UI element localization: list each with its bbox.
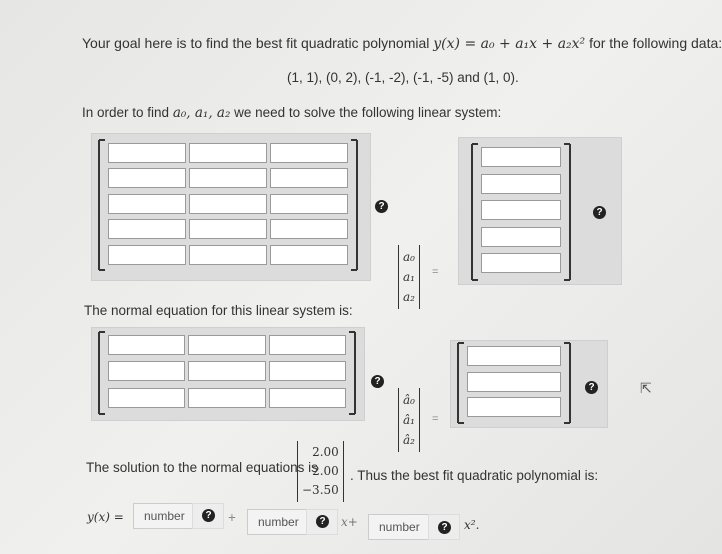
matrix-cell[interactable] (108, 335, 185, 355)
matrix-cell[interactable] (270, 245, 348, 265)
matrix-cell[interactable] (189, 168, 267, 188)
matrix-cell[interactable] (467, 346, 561, 366)
matrix-ata-panel (91, 327, 365, 421)
intro-text: Your goal here is to find the best fit quadratic polynomial y(x) = a₀ + a₁x + a₂x² for the following data: (82, 35, 722, 52)
matrix-cell[interactable] (481, 174, 561, 194)
vector-b (471, 144, 571, 280)
matrix-cell[interactable] (269, 335, 346, 355)
matrix-a-panel (91, 133, 371, 281)
coef-vector: a₀ a₁ a₂ (398, 245, 420, 309)
matrix-cell[interactable] (188, 388, 265, 408)
vector-atb (457, 343, 571, 423)
matrix-cell[interactable] (481, 200, 561, 220)
help-icon[interactable]: ? (316, 515, 329, 528)
a0-input[interactable]: number (133, 503, 213, 529)
matrix-cell[interactable] (188, 335, 265, 355)
matrix-cell[interactable] (189, 194, 267, 214)
a2-input[interactable]: number (368, 514, 448, 540)
poly-lhs: y(x) = (87, 510, 124, 524)
matrix-cell[interactable] (269, 388, 346, 408)
matrix-a (98, 140, 358, 270)
equals-sign: = (432, 266, 439, 278)
matrix-cell[interactable] (467, 397, 561, 417)
equals-sign: = (432, 413, 439, 425)
help-icon[interactable]: ? (202, 509, 215, 522)
hat-vector: â₀ â₁ â₂ (398, 388, 420, 452)
x-squared-label: x². (464, 518, 480, 532)
matrix-cell[interactable] (108, 219, 186, 239)
matrix-cell[interactable] (189, 143, 267, 163)
matrix-cell[interactable] (108, 194, 186, 214)
solution-vector: 2.00 2.00 −3.50 (297, 441, 344, 502)
vector-atb-panel (450, 340, 608, 428)
matrix-cell[interactable] (189, 219, 267, 239)
data-points: (1, 1), (0, 2), (-1, -2), (-1, -5) and (1, 0). (287, 70, 519, 85)
matrix-cell[interactable] (108, 361, 185, 381)
matrix-cell[interactable] (481, 227, 561, 247)
matrix-cell[interactable] (108, 168, 186, 188)
x-plus-label: x+ (341, 515, 358, 529)
system-text: In order to find a₀, a₁, a₂ we need to solve the following linear system: (82, 105, 502, 121)
help-icon[interactable]: ? (585, 381, 598, 394)
solution-tail: . Thus the best fit quadratic polynomial is: (350, 468, 599, 483)
help-icon[interactable]: ? (371, 375, 384, 388)
matrix-cell[interactable] (189, 245, 267, 265)
matrix-cell[interactable] (481, 147, 561, 167)
solution-lead: The solution to the normal equations is (86, 460, 318, 475)
matrix-cell[interactable] (108, 143, 186, 163)
plus-sign: + (228, 510, 236, 525)
matrix-cell[interactable] (270, 168, 348, 188)
help-icon[interactable]: ? (593, 206, 606, 219)
a1-input[interactable]: number (247, 509, 327, 535)
matrix-cell[interactable] (108, 245, 186, 265)
matrix-cell[interactable] (269, 361, 346, 381)
matrix-ata (98, 332, 356, 414)
normal-label: The normal equation for this linear system is: (84, 303, 353, 318)
matrix-cell[interactable] (481, 253, 561, 273)
help-icon[interactable]: ? (375, 200, 388, 213)
mouse-cursor-icon: ⇱ (640, 380, 652, 396)
matrix-cell[interactable] (467, 372, 561, 392)
matrix-cell[interactable] (270, 143, 348, 163)
matrix-cell[interactable] (188, 361, 265, 381)
matrix-cell[interactable] (270, 194, 348, 214)
matrix-cell[interactable] (108, 388, 185, 408)
help-icon[interactable]: ? (438, 521, 451, 534)
matrix-cell[interactable] (270, 219, 348, 239)
